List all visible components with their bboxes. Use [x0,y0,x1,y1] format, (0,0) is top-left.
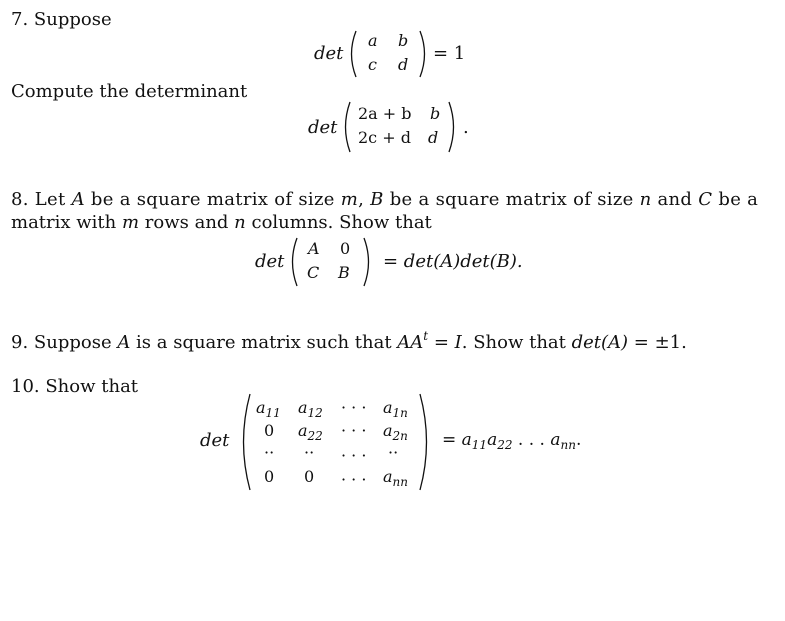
matrix-entry-C: C [307,263,320,282]
right-paren [418,30,430,78]
matrix-entry-zero: 0 [264,467,275,486]
left-paren [236,393,252,491]
problem-8-line-2: matrix with m rows and n columns. Show that [11,212,432,233]
matrix-entry-a11: $a_{11}$ [256,398,281,420]
matrix-entry-a2n: $a_{2n}$ [383,421,408,443]
left-paren [340,101,352,153]
problem-8-line-1: 8. Let A be a square matrix of size m, B be a square matrix of size n and C be a [11,189,759,210]
matrix-entry-d: d [428,128,439,147]
period: . [463,117,469,138]
compute-text: Compute the determinant [11,81,248,102]
matrix-entry-zero: 0 [264,421,275,440]
right-paren [447,101,459,153]
left-paren [346,30,358,78]
dots-vertical: ·· [264,443,275,462]
det-label: det [314,43,344,64]
matrix-entry-a12: $a_{12}$ [298,398,323,420]
matrix-entry-a1n: $a_{1n}$ [383,398,408,420]
det-label: det [255,251,285,272]
problem-10-heading: 10. Show that [11,376,139,397]
dots-horizontal: · · · [341,446,367,465]
right-paren [418,393,434,491]
matrix-entry-B: B [338,263,350,282]
matrix-entry-d: d [398,55,409,74]
equals-one: = 1 [433,43,466,64]
right-paren [362,237,374,287]
dots-horizontal: · · · [341,421,367,440]
det-label: det [308,117,338,138]
det-label: det [200,430,230,451]
matrix-entry-c: c [368,55,377,74]
diagonal-product: = $a_{11}a_{22}$ . . . $a_{nn}$. [442,430,582,452]
dots-vertical: ·· [388,443,399,462]
problem-7-heading: 7. Suppose [11,9,112,30]
matrix-entry-b: b [430,104,441,123]
dots-vertical: ·· [304,443,315,462]
matrix-entry-a22: $a_{22}$ [298,421,323,443]
dots-horizontal: · · · [341,398,367,417]
matrix-entry-zero: 0 [304,467,315,486]
matrix-entry-2c-plus-d: 2c + d [358,128,411,147]
left-paren [287,237,299,287]
matrix-entry-ann: $a_{nn}$ [383,467,409,489]
matrix-entry-0: 0 [340,239,351,258]
matrix-entry-a: a [368,31,378,50]
matrix-entry-b: b [398,31,409,50]
det-product: = det(A)det(B). [383,251,523,272]
matrix-entry-A: A [308,239,320,258]
problem-9-text: 9. Suppose A is a square matrix such that $AA^t = I$. Show that det(A) = ±1. [11,329,687,353]
matrix-entry-2a-plus-b: 2a + b [358,104,412,123]
dots-horizontal: · · · [341,470,367,489]
